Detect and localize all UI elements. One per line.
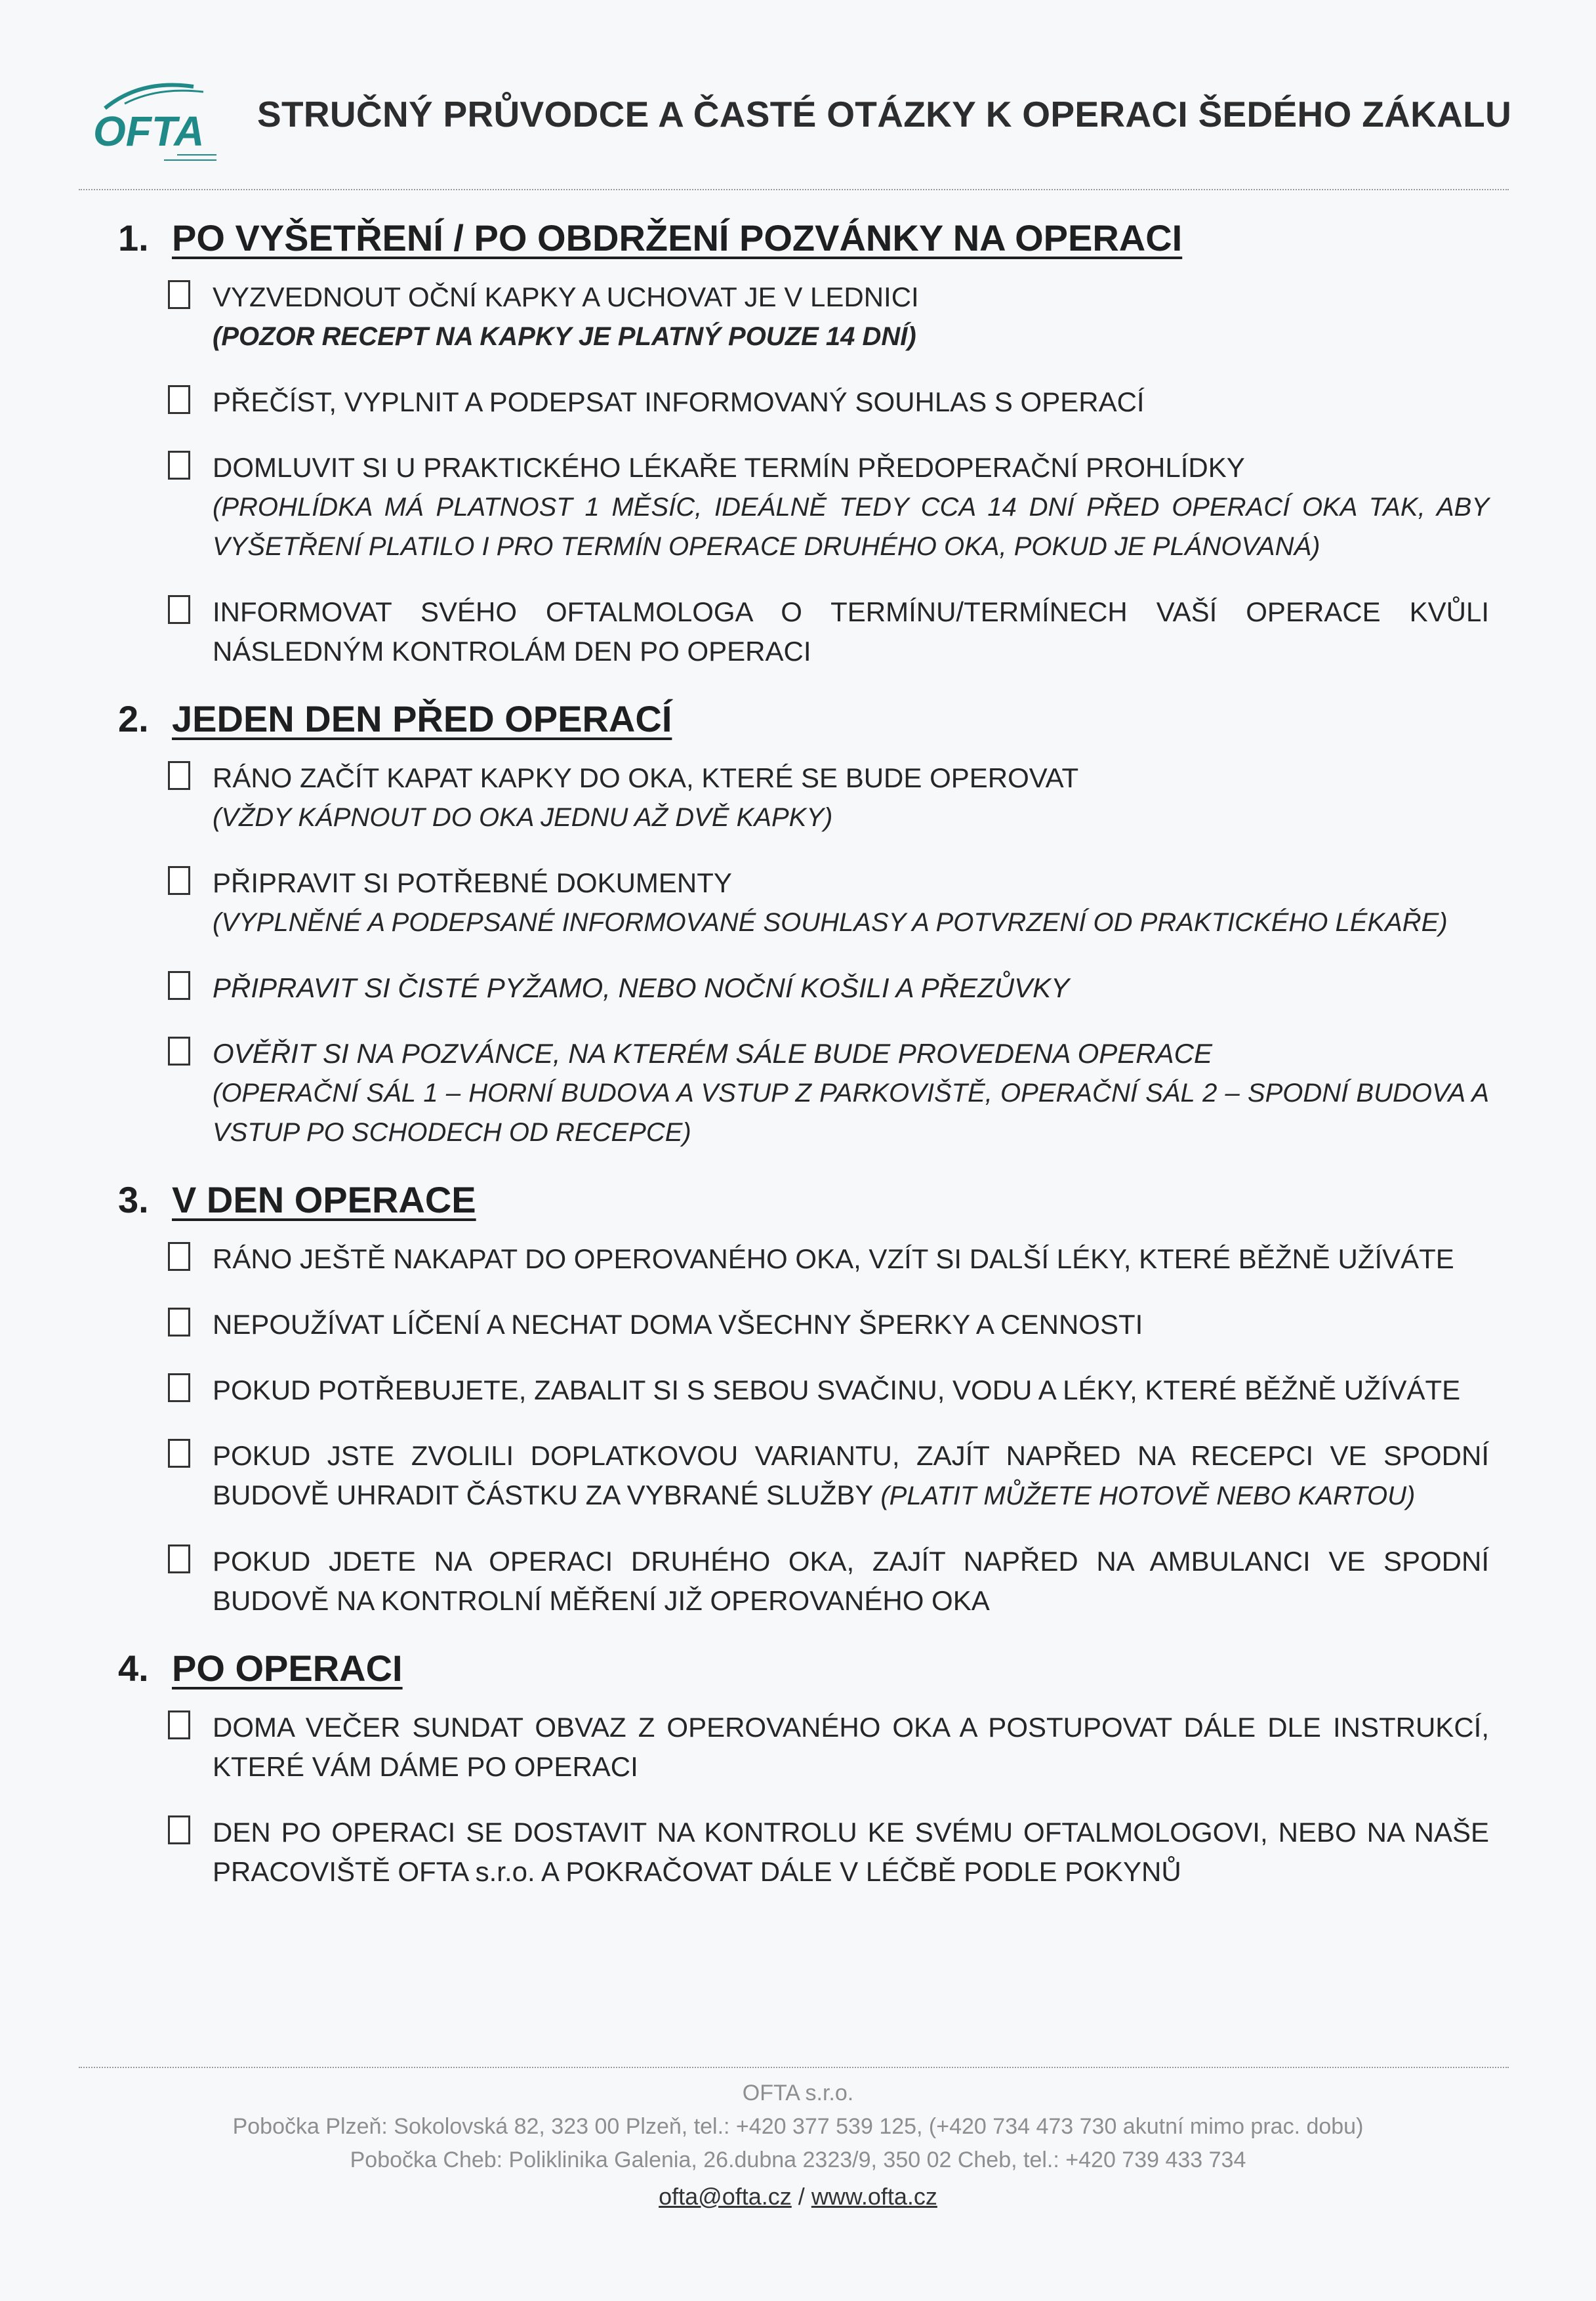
checklist-item [168,1813,1489,1892]
section-heading [118,1647,1489,1689]
checkbox[interactable] [168,1544,190,1573]
checkbox[interactable] [168,1439,190,1468]
item-text: RÁNO ZAČÍT KAPAT KAPKY DO OKA, KTERÉ SE BUDE OPEROVAT [213,762,1079,793]
item-text: DOMLUVIT SI U PRAKTICKÉHO LÉKAŘE TERMÍN PŘEDOPERAČNÍ PROHLÍDKY [213,452,1245,483]
section-number: 2. [118,698,149,739]
checkbox[interactable] [168,595,190,624]
item-text: PŘEČÍST, VYPLNIT A PODEPSAT INFORMOVANÝ SOUHLAS S OPERACÍ [213,386,1145,417]
footer-company: OFTA s.r.o. [742,2081,854,2105]
checklist-item [168,383,1489,422]
item-text: POKUD JSTE ZVOLILI DOPLATKOVOU VARIANTU, ZAJÍT NAPŘED NA RECEPCI VE SPODNÍ [213,1440,1489,1471]
item-text: BUDOVĚ NA KONTROLNÍ MĚŘENÍ JIŽ OPEROVANÉHO OKA [213,1585,990,1616]
checklist [118,217,1489,1918]
checklist-item [168,592,1489,671]
item-text: OVĚŘIT SI NA POZVÁNCE, NA KTERÉM SÁLE BUDE PROVEDENA OPERACE [213,1038,1212,1069]
item-note: (POZOR RECEPT NA KAPKY JE PLATNÝ POUZE 14 DNÍ) [213,322,916,351]
item-text: NEPOUŽÍVAT LÍČENÍ A NECHAT DOMA VŠECHNY ŠPERKY A CENNOSTI [213,1309,1143,1340]
item-note: (PROHLÍDKA MÁ PLATNOST 1 MĚSÍC, IDEÁLNĚ TEDY CCA 14 DNÍ PŘED OPERACÍ OKA TAK, ABY [213,493,1489,522]
checkbox[interactable] [168,1242,190,1271]
checklist-item [168,1708,1489,1787]
section-number: 1. [118,217,149,259]
page-header [79,72,1512,171]
section-3 [118,1178,1489,1621]
item-note: (VYPLNĚNÉ A PODEPSANÉ INFORMOVANÉ SOUHLASY A POTVRZENÍ OD PRAKTICKÉHO LÉKAŘE) [213,908,1448,937]
email-link[interactable]: ofta@ofta.cz [659,2183,792,2210]
item-text: KTERÉ VÁM DÁME PO OPERACI [213,1751,638,1782]
section-title: V DEN OPERACE [172,1179,476,1220]
checkbox[interactable] [168,971,190,1000]
item-text: PŘIPRAVIT SI POTŘEBNÉ DOKUMENTY [213,867,732,898]
item-text: DOMA VEČER SUNDAT OBVAZ Z OPEROVANÉHO OKA A POSTUPOVAT DÁLE DLE INSTRUKCÍ, [213,1712,1489,1743]
checklist-item [168,1034,1489,1152]
section-number: 3. [118,1179,149,1220]
web-link[interactable]: www.ofta.cz [811,2183,937,2210]
footer-branch-plzen: Pobočka Plzeň: Sokolovská 82, 323 00 Plzeň, tel.: +420 377 539 125, (+420 734 473 730 akutní mimo prac. dobu) [232,2114,1364,2139]
ofta-logo [79,72,230,171]
section-2 [118,697,1489,1152]
checklist-item [168,1371,1489,1410]
checkbox[interactable] [168,1373,190,1402]
section-heading [118,217,1489,259]
checkbox[interactable] [168,761,190,790]
checklist-item [168,1542,1489,1621]
item-text: DEN PO OPERACI SE DOSTAVIT NA KONTROLU KE SVÉMU OFTALMOLOGOVI, NEBO NA NAŠE [213,1817,1489,1848]
checkbox[interactable] [168,1815,190,1844]
section-title: PO VYŠETŘENÍ / PO OBDRŽENÍ POZVÁNKY NA OPERACI [172,217,1183,259]
item-text: PŘIPRAVIT SI ČISTÉ PYŽAMO, NEBO NOČNÍ KOŠILI A PŘEZŮVKY [213,972,1070,1003]
section-title: JEDEN DEN PŘED OPERACÍ [172,698,672,739]
page-title: STRUČNÝ PRŮVODCE A ČASTÉ OTÁZKY K OPERACI ŠEDÉHO ZÁKALU [257,94,1512,135]
checklist-item [168,863,1489,942]
item-note: (OPERAČNÍ SÁL 1 – HORNÍ BUDOVA A VSTUP Z PARKOVIŠTĚ, OPERAČNÍ SÁL 2 – SPODNÍ BUDOVA A [213,1079,1489,1108]
item-note: (VŽDY KÁPNOUT DO OKA JEDNU AŽ DVĚ KAPKY) [213,803,833,832]
page-footer [0,2077,1596,2213]
item-text: POKUD POTŘEBUJETE, ZABALIT SI S SEBOU SVAČINU, VODU A LÉKY, KTERÉ BĚŽNĚ UŽÍVÁTE [213,1375,1461,1405]
section-number: 4. [118,1648,149,1689]
item-text: NÁSLEDNÝM KONTROLÁM DEN PO OPERACI [213,636,811,667]
section-1 [118,217,1489,671]
checkbox[interactable] [168,1037,190,1066]
checkbox[interactable] [168,280,190,309]
header-divider [79,189,1509,190]
checkbox[interactable] [168,866,190,895]
checkbox[interactable] [168,385,190,414]
section-4 [118,1647,1489,1892]
checkbox[interactable] [168,1308,190,1337]
checkbox[interactable] [168,1710,190,1739]
checklist-item [168,1436,1489,1516]
checklist-item [168,968,1489,1008]
checklist-item [168,1305,1489,1344]
link-separator: / [798,2183,805,2210]
item-note: (PLATIT MŮŽETE HOTOVĚ NEBO KARTOU) [880,1482,1416,1510]
item-text: RÁNO JEŠTĚ NAKAPAT DO OPEROVANÉHO OKA, VZÍT SI DALŠÍ LÉKY, KTERÉ BĚŽNĚ UŽÍVÁTE [213,1243,1454,1274]
logo-text: OFTA [93,108,205,155]
section-title: PO OPERACI [172,1648,403,1689]
footer-branch-cheb: Pobočka Cheb: Poliklinika Galenia, 26.dubna 2323/9, 350 02 Cheb, tel.: +420 739 433 734 [350,2147,1246,2172]
item-text: PRACOVIŠTĚ OFTA s.r.o. A POKRAČOVAT DÁLE V LÉČBĚ PODLE POKYNŮ [213,1856,1181,1887]
checklist-item [168,448,1489,566]
checklist-item [168,278,1489,356]
footer-divider [79,2067,1509,2068]
section-heading [118,697,1489,740]
item-note: VSTUP PO SCHODECH OD RECEPCE) [213,1118,691,1147]
item-text: VYZVEDNOUT OČNÍ KAPKY A UCHOVAT JE V LEDNICI [213,281,919,312]
checkbox[interactable] [168,451,190,480]
section-heading [118,1178,1489,1221]
item-text: INFORMOVAT SVÉHO OFTALMOLOGA O TERMÍNU/TERMÍNECH VAŠÍ OPERACE KVŮLI [213,596,1489,627]
item-note: VYŠETŘENÍ PLATILO I PRO TERMÍN OPERACE DRUHÉHO OKA, POKUD JE PLÁNOVANÁ) [213,532,1320,561]
item-text: POKUD JDETE NA OPERACI DRUHÉHO OKA, ZAJÍT NAPŘED NA AMBULANCI VE SPODNÍ [213,1546,1489,1577]
item-text: BUDOVĚ UHRADIT ČÁSTKU ZA VYBRANÉ SLUŽBY [213,1480,873,1510]
checklist-item [168,1239,1489,1279]
checklist-item [168,758,1489,837]
